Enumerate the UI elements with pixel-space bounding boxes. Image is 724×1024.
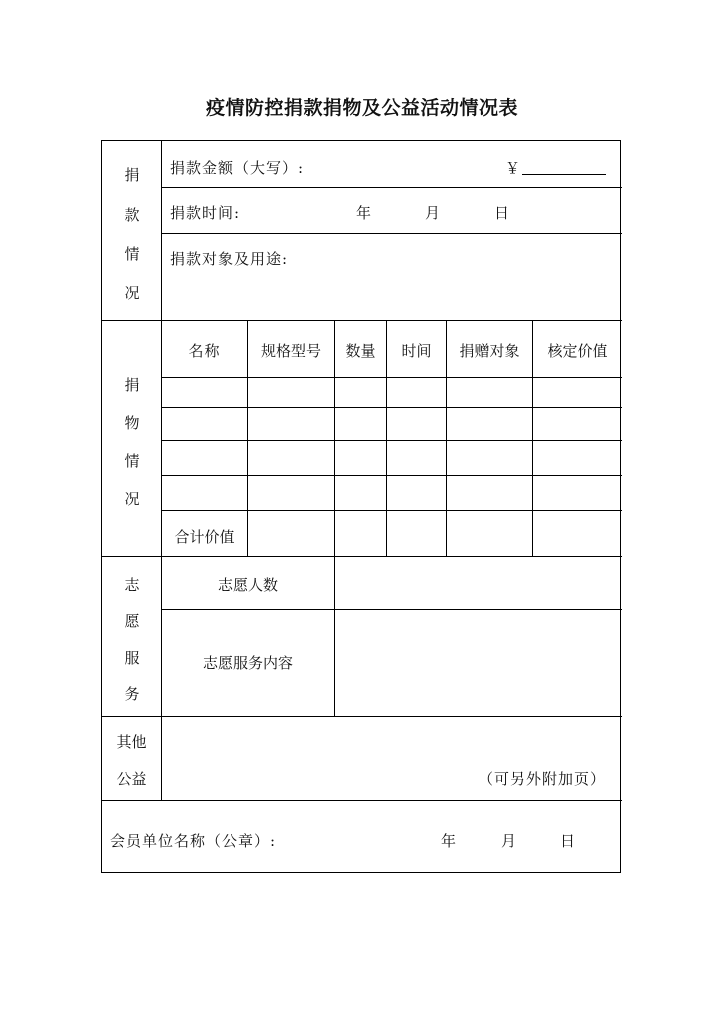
- row-divider: [161, 233, 622, 234]
- section-divider: [102, 556, 622, 557]
- member-unit-label: 会员单位名称（公章）:: [110, 832, 277, 850]
- section-divider: [102, 716, 622, 717]
- goods-header-quantity: 数量: [345, 342, 376, 360]
- row-divider: [161, 187, 622, 188]
- volunteer-content-label: 志愿服务内容: [202, 654, 293, 672]
- donation-day-label: 日: [494, 204, 510, 222]
- goods-section-char: 况: [124, 490, 140, 508]
- row-divider: [161, 510, 622, 511]
- label-column-divider: [161, 141, 162, 800]
- goods-total-label: 合计价值: [174, 528, 235, 546]
- row-divider: [161, 609, 622, 610]
- section-divider: [102, 320, 622, 321]
- amount-underline: [522, 174, 606, 175]
- donation-target-label: 捐款对象及用途:: [170, 250, 289, 268]
- donation-month-label: 月: [425, 204, 441, 222]
- row-divider: [161, 377, 622, 378]
- goods-section-char: 情: [124, 452, 140, 470]
- goods-section-char: 物: [124, 414, 140, 432]
- row-divider: [161, 475, 622, 476]
- donation-section-char: 情: [124, 245, 140, 263]
- volunteer-section-char: 务: [124, 685, 140, 703]
- goods-header-time: 时间: [401, 342, 432, 360]
- volunteer-section-char: 服: [124, 649, 140, 667]
- donation-form-table: [101, 140, 621, 873]
- volunteer-count-label: 志愿人数: [217, 576, 278, 594]
- currency-symbol: ￥: [505, 159, 521, 177]
- footer-year-label: 年: [441, 832, 457, 850]
- other-section-label: 公益: [116, 770, 147, 788]
- donation-time-label: 捐款时间:: [170, 204, 241, 222]
- goods-header-recipient: 捐赠对象: [459, 342, 520, 360]
- donation-year-label: 年: [356, 204, 372, 222]
- goods-header-name: 名称: [188, 342, 221, 360]
- other-section-label: 其他: [116, 733, 147, 751]
- row-divider: [161, 407, 622, 408]
- row-divider: [161, 440, 622, 441]
- volunteer-section-char: 愿: [124, 612, 140, 630]
- footer-day-label: 日: [560, 832, 576, 850]
- donation-section-char: 况: [124, 284, 140, 302]
- volunteer-section-char: 志: [124, 576, 140, 594]
- goods-section-char: 捐: [124, 376, 140, 394]
- donation-amount-label: 捐款金额（大写）:: [170, 159, 305, 177]
- donation-section-char: 捐: [124, 166, 140, 184]
- page-title: 疫情防控捐款捐物及公益活动情况表: [205, 97, 518, 119]
- goods-header-value: 核定价值: [547, 342, 608, 360]
- footer-month-label: 月: [501, 832, 517, 850]
- column-divider: [334, 556, 335, 716]
- section-divider: [102, 800, 622, 801]
- donation-section-char: 款: [124, 206, 140, 224]
- goods-header-spec: 规格型号: [260, 342, 321, 360]
- attach-page-note: （可另外附加页）: [478, 770, 607, 788]
